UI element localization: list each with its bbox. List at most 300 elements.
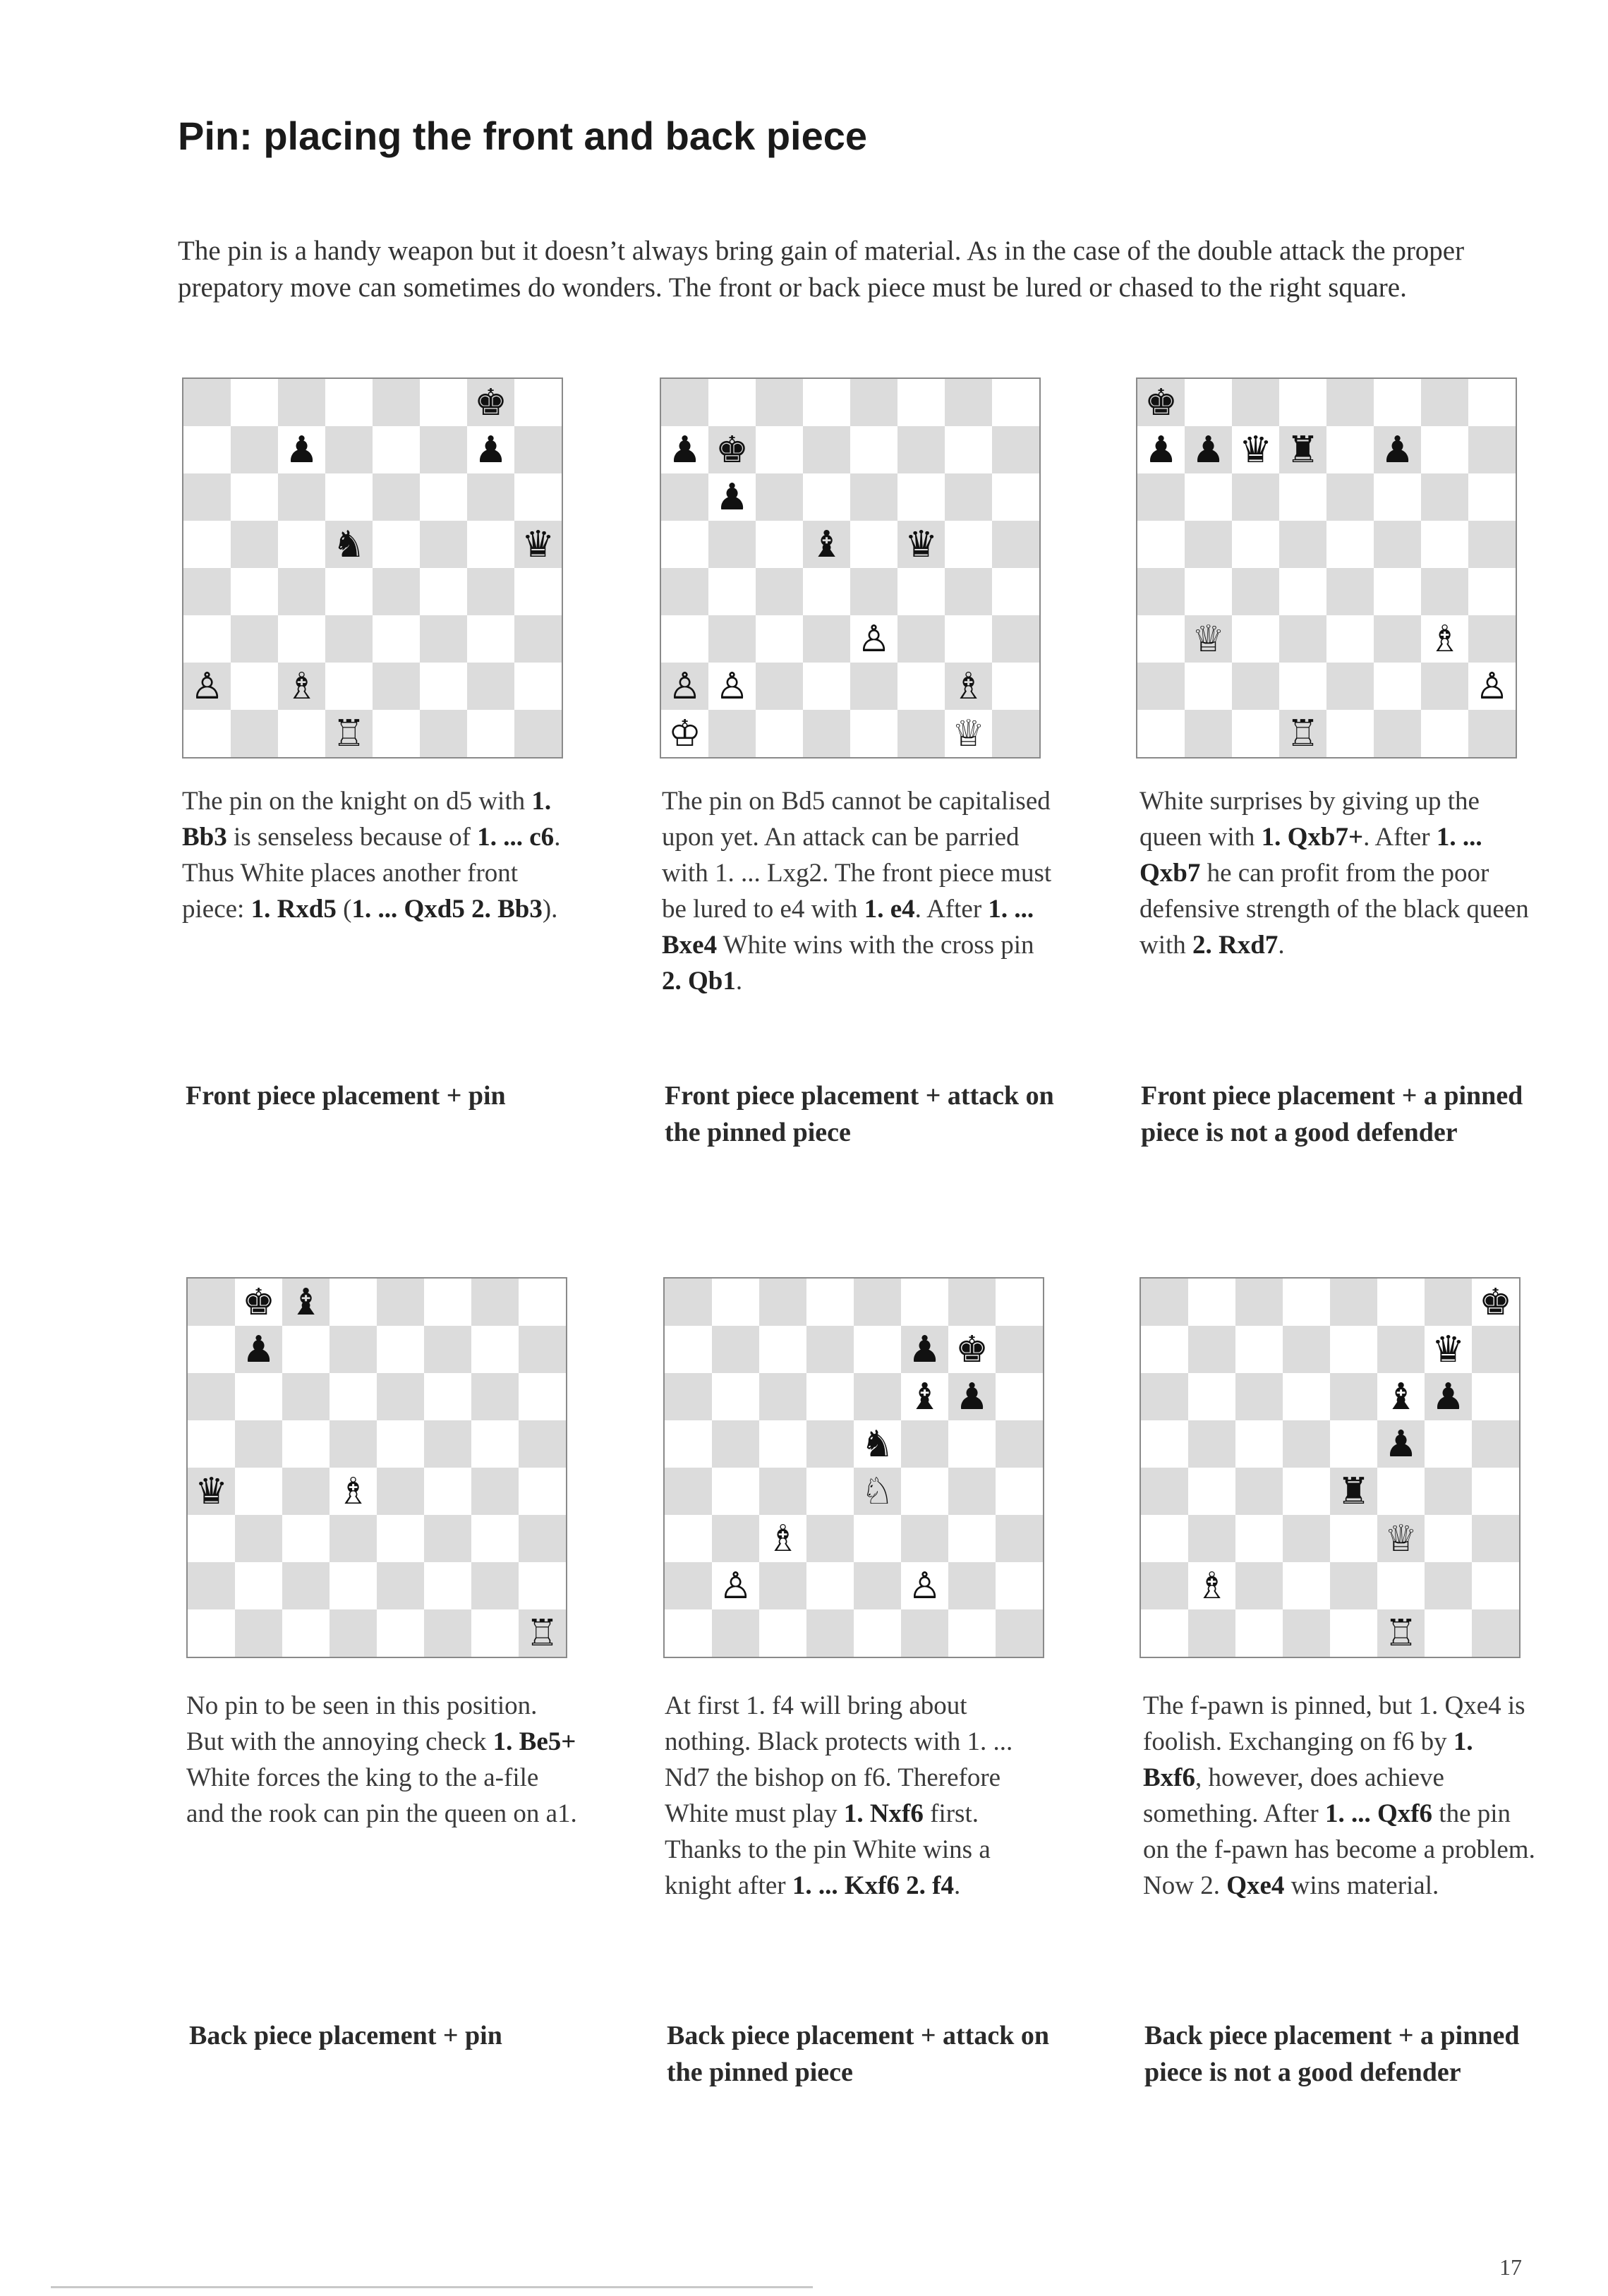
square-g4 <box>1421 568 1468 615</box>
white-knight-icon: ♘ <box>861 1470 894 1513</box>
square-e4 <box>850 568 897 615</box>
square-a8 <box>665 1279 712 1326</box>
square-c5 <box>282 1420 330 1468</box>
square-h5 <box>1472 1420 1519 1468</box>
square-f3 <box>1377 1515 1425 1562</box>
square-e5 <box>373 521 420 568</box>
square-c4 <box>282 1468 330 1515</box>
square-e6 <box>377 1373 424 1420</box>
square-b3 <box>231 615 278 663</box>
black-queen-icon: ♛ <box>521 523 555 566</box>
square-b2 <box>235 1562 282 1609</box>
square-f5 <box>424 1420 471 1468</box>
square-c6 <box>1232 473 1279 521</box>
square-h5 <box>519 1420 566 1468</box>
square-c3 <box>1232 615 1279 663</box>
square-d7 <box>803 426 850 473</box>
square-f7 <box>1374 426 1421 473</box>
white-rook-icon: ♖ <box>1384 1612 1417 1655</box>
square-d7 <box>325 426 373 473</box>
square-f4 <box>1374 568 1421 615</box>
white-pawn-icon: ♙ <box>715 665 749 708</box>
square-h8 <box>992 379 1039 426</box>
square-d7 <box>806 1326 854 1373</box>
square-e7 <box>377 1326 424 1373</box>
square-d2 <box>325 663 373 710</box>
square-g2 <box>467 663 514 710</box>
square-e6 <box>854 1373 901 1420</box>
square-h1 <box>1468 710 1516 757</box>
black-pawn-icon: ♟ <box>1144 428 1178 471</box>
black-pawn-icon: ♟ <box>908 1328 941 1371</box>
square-a6 <box>661 473 708 521</box>
square-e2 <box>373 663 420 710</box>
white-bishop-icon: ♗ <box>952 665 985 708</box>
black-king-icon: ♚ <box>955 1328 989 1371</box>
square-c2 <box>282 1562 330 1609</box>
black-bishop-icon: ♝ <box>289 1281 322 1324</box>
white-bishop-icon: ♗ <box>766 1517 799 1560</box>
square-a5 <box>1137 521 1185 568</box>
black-king-icon: ♚ <box>474 381 507 424</box>
square-c4 <box>756 568 803 615</box>
square-g5 <box>948 1420 996 1468</box>
square-h2 <box>519 1562 566 1609</box>
square-d8 <box>1283 1279 1330 1326</box>
square-a7 <box>661 426 708 473</box>
square-d7 <box>330 1326 377 1373</box>
diagram-caption-4: No pin to be seen in this position. But with the annoying check 1. Be5+ White forces the king to the a-file and the rook can pin the queen on a1. <box>186 1691 577 1828</box>
square-f6 <box>424 1373 471 1420</box>
square-f3 <box>901 1515 948 1562</box>
square-c1 <box>1232 710 1279 757</box>
white-bishop-icon: ♗ <box>337 1470 370 1513</box>
black-bishop-icon: ♝ <box>908 1375 941 1418</box>
square-d8 <box>1279 379 1326 426</box>
square-g5 <box>467 521 514 568</box>
square-c1 <box>1235 1609 1283 1657</box>
square-d6 <box>803 473 850 521</box>
square-h3 <box>1468 615 1516 663</box>
square-a5 <box>665 1420 712 1468</box>
square-f7 <box>897 426 945 473</box>
square-g8 <box>1421 379 1468 426</box>
footer-rule <box>51 2286 813 2288</box>
square-h4 <box>996 1468 1043 1515</box>
black-king-icon: ♚ <box>715 428 749 471</box>
square-c7 <box>756 426 803 473</box>
square-c3 <box>282 1515 330 1562</box>
square-e3 <box>854 1515 901 1562</box>
square-a4 <box>1137 568 1185 615</box>
square-h4 <box>1472 1468 1519 1515</box>
square-d1 <box>325 710 373 757</box>
diagram-theme-2: Front piece placement + attack on the pinned piece <box>665 1081 1054 1147</box>
square-d3 <box>325 615 373 663</box>
square-e8 <box>850 379 897 426</box>
square-d7 <box>1279 426 1326 473</box>
square-h7 <box>1472 1326 1519 1373</box>
square-c5 <box>1235 1420 1283 1468</box>
square-b6 <box>1188 1373 1235 1420</box>
black-queen-icon: ♛ <box>1239 428 1272 471</box>
square-f2 <box>897 663 945 710</box>
square-g8 <box>945 379 992 426</box>
square-d5 <box>1283 1420 1330 1468</box>
square-g2 <box>1425 1562 1472 1609</box>
square-g7 <box>945 426 992 473</box>
square-d1 <box>1279 710 1326 757</box>
square-h3 <box>519 1515 566 1562</box>
square-a5 <box>661 521 708 568</box>
square-g4 <box>467 568 514 615</box>
square-e3 <box>1326 615 1374 663</box>
square-d3 <box>330 1515 377 1562</box>
square-h4 <box>519 1468 566 1515</box>
black-queen-icon: ♛ <box>1432 1328 1465 1371</box>
square-c5 <box>278 521 325 568</box>
square-h5 <box>992 521 1039 568</box>
square-c6 <box>278 473 325 521</box>
square-f5 <box>897 521 945 568</box>
square-c5 <box>756 521 803 568</box>
square-f3 <box>897 615 945 663</box>
square-b5 <box>1188 1420 1235 1468</box>
square-h4 <box>992 568 1039 615</box>
square-g7 <box>471 1326 519 1373</box>
square-d6 <box>330 1373 377 1420</box>
black-pawn-icon: ♟ <box>1432 1375 1465 1418</box>
square-g6 <box>945 473 992 521</box>
square-c3 <box>756 615 803 663</box>
square-f8 <box>1377 1279 1425 1326</box>
black-knight-icon: ♞ <box>861 1422 894 1466</box>
square-b7 <box>1185 426 1232 473</box>
square-e4 <box>377 1468 424 1515</box>
black-pawn-icon: ♟ <box>285 428 318 471</box>
black-king-icon: ♚ <box>1479 1281 1512 1324</box>
square-c1 <box>278 710 325 757</box>
square-h6 <box>1468 473 1516 521</box>
square-b3 <box>1185 615 1232 663</box>
square-h2 <box>514 663 562 710</box>
square-g6 <box>1425 1373 1472 1420</box>
square-g5 <box>1425 1420 1472 1468</box>
black-king-icon: ♚ <box>1144 381 1178 424</box>
square-g3 <box>945 615 992 663</box>
intro-paragraph: The pin is a handy weapon but it doesn’t always bring gain of material. As in the case of the double attack the proper prepatory move can sometimes do wonders. The front or back piece must be lured or chased to the right square. <box>178 236 1465 303</box>
square-g2 <box>1421 663 1468 710</box>
square-a1 <box>661 710 708 757</box>
chess-board-6 <box>1139 1277 1521 1658</box>
square-a2 <box>1137 663 1185 710</box>
square-d4 <box>1283 1468 1330 1515</box>
black-bishop-icon: ♝ <box>1384 1375 1417 1418</box>
black-pawn-icon: ♟ <box>715 476 749 519</box>
square-b3 <box>1188 1515 1235 1562</box>
square-c6 <box>1235 1373 1283 1420</box>
square-a1 <box>188 1609 235 1657</box>
white-queen-icon: ♕ <box>952 712 985 755</box>
square-h6 <box>996 1373 1043 1420</box>
square-e7 <box>850 426 897 473</box>
square-h8 <box>514 379 562 426</box>
diagram-theme-4: Back piece placement + pin <box>189 2021 502 2050</box>
square-f6 <box>1374 473 1421 521</box>
square-b1 <box>235 1609 282 1657</box>
square-g2 <box>471 1562 519 1609</box>
square-d3 <box>1283 1515 1330 1562</box>
square-e2 <box>854 1562 901 1609</box>
square-e4 <box>854 1468 901 1515</box>
square-b6 <box>235 1373 282 1420</box>
square-g1 <box>471 1609 519 1657</box>
chess-board-1 <box>182 377 563 759</box>
square-e1 <box>854 1609 901 1657</box>
square-h7 <box>514 426 562 473</box>
square-a1 <box>665 1609 712 1657</box>
square-f2 <box>424 1562 471 1609</box>
square-a7 <box>665 1326 712 1373</box>
square-c8 <box>278 379 325 426</box>
white-pawn-icon: ♙ <box>191 665 224 708</box>
square-e1 <box>850 710 897 757</box>
square-b8 <box>1188 1279 1235 1326</box>
black-pawn-icon: ♟ <box>1381 428 1414 471</box>
square-c8 <box>756 379 803 426</box>
square-f7 <box>1377 1326 1425 1373</box>
white-pawn-icon: ♙ <box>1475 665 1509 708</box>
square-d6 <box>1283 1373 1330 1420</box>
square-e7 <box>373 426 420 473</box>
square-b1 <box>1188 1609 1235 1657</box>
square-b8 <box>712 1279 759 1326</box>
square-a8 <box>1137 379 1185 426</box>
square-g5 <box>945 521 992 568</box>
square-h1 <box>1472 1609 1519 1657</box>
square-a2 <box>1141 1562 1188 1609</box>
square-f8 <box>420 379 467 426</box>
square-h3 <box>514 615 562 663</box>
black-rook-icon: ♜ <box>1337 1470 1370 1513</box>
square-d1 <box>803 710 850 757</box>
square-f5 <box>1377 1420 1425 1468</box>
square-f7 <box>901 1326 948 1373</box>
black-queen-icon: ♛ <box>195 1470 228 1513</box>
square-g7 <box>1421 426 1468 473</box>
square-b4 <box>1188 1468 1235 1515</box>
diagram-caption-2: The pin on Bd5 cannot be capitalised upon yet. An attack can be parried with 1. ... Lxg2. The front piece must be lured to e4 with 1. e4. After 1. ... Bxe4 White wins with the cross pin 2. Qb1. <box>662 787 1052 996</box>
black-bishop-icon: ♝ <box>810 523 843 566</box>
square-e6 <box>373 473 420 521</box>
white-pawn-icon: ♙ <box>908 1564 941 1607</box>
square-g2 <box>945 663 992 710</box>
square-g8 <box>948 1279 996 1326</box>
square-c4 <box>1232 568 1279 615</box>
square-h3 <box>996 1515 1043 1562</box>
chess-board-4 <box>186 1277 567 1658</box>
square-d7 <box>1283 1326 1330 1373</box>
square-a5 <box>183 521 231 568</box>
square-g1 <box>1421 710 1468 757</box>
square-h5 <box>514 521 562 568</box>
square-a2 <box>665 1562 712 1609</box>
square-h1 <box>514 710 562 757</box>
square-c4 <box>1235 1468 1283 1515</box>
diagram-theme-1: Front piece placement + pin <box>186 1081 506 1111</box>
square-d6 <box>806 1373 854 1420</box>
black-queen-icon: ♛ <box>905 523 938 566</box>
square-e5 <box>1330 1420 1377 1468</box>
square-b8 <box>708 379 756 426</box>
black-pawn-icon: ♟ <box>1384 1422 1417 1466</box>
square-d8 <box>330 1279 377 1326</box>
square-d3 <box>1279 615 1326 663</box>
page-title: Pin: placing the front and back piece <box>178 114 868 158</box>
square-h2 <box>1472 1562 1519 1609</box>
square-e7 <box>1330 1326 1377 1373</box>
square-d8 <box>803 379 850 426</box>
square-g8 <box>467 379 514 426</box>
square-a3 <box>1137 615 1185 663</box>
square-d4 <box>1279 568 1326 615</box>
square-b5 <box>708 521 756 568</box>
square-e5 <box>854 1420 901 1468</box>
square-a2 <box>188 1562 235 1609</box>
square-h8 <box>1472 1279 1519 1326</box>
square-f4 <box>897 568 945 615</box>
square-e3 <box>850 615 897 663</box>
square-b4 <box>235 1468 282 1515</box>
square-f4 <box>420 568 467 615</box>
square-a3 <box>661 615 708 663</box>
square-f1 <box>897 710 945 757</box>
square-e3 <box>1330 1515 1377 1562</box>
square-b2 <box>1185 663 1232 710</box>
square-b4 <box>712 1468 759 1515</box>
square-b2 <box>712 1562 759 1609</box>
square-b4 <box>1185 568 1232 615</box>
square-c7 <box>759 1326 806 1373</box>
square-e2 <box>1326 663 1374 710</box>
chess-board-2 <box>660 377 1041 759</box>
square-e4 <box>1330 1468 1377 1515</box>
square-f5 <box>1374 521 1421 568</box>
square-d6 <box>325 473 373 521</box>
square-d2 <box>806 1562 854 1609</box>
square-a6 <box>1137 473 1185 521</box>
square-g6 <box>1421 473 1468 521</box>
square-b2 <box>708 663 756 710</box>
square-d4 <box>330 1468 377 1515</box>
square-h8 <box>1468 379 1516 426</box>
square-f3 <box>1374 615 1421 663</box>
square-d3 <box>803 615 850 663</box>
square-d4 <box>325 568 373 615</box>
square-b1 <box>712 1609 759 1657</box>
black-pawn-icon: ♟ <box>668 428 701 471</box>
square-c8 <box>759 1279 806 1326</box>
square-a2 <box>183 663 231 710</box>
square-b3 <box>235 1515 282 1562</box>
square-b6 <box>712 1373 759 1420</box>
square-f4 <box>901 1468 948 1515</box>
square-e6 <box>1330 1373 1377 1420</box>
square-f2 <box>420 663 467 710</box>
square-a7 <box>183 426 231 473</box>
square-d2 <box>1279 663 1326 710</box>
square-b1 <box>708 710 756 757</box>
square-h4 <box>514 568 562 615</box>
square-b2 <box>1188 1562 1235 1609</box>
white-rook-icon: ♖ <box>1286 712 1319 755</box>
square-c7 <box>1235 1326 1283 1373</box>
square-g8 <box>471 1279 519 1326</box>
square-f1 <box>424 1609 471 1657</box>
white-pawn-icon: ♙ <box>857 617 890 660</box>
square-h5 <box>1468 521 1516 568</box>
square-a7 <box>188 1326 235 1373</box>
square-g5 <box>471 1420 519 1468</box>
square-g1 <box>1425 1609 1472 1657</box>
square-g3 <box>1425 1515 1472 1562</box>
white-bishop-icon: ♗ <box>1428 617 1461 660</box>
square-e8 <box>854 1279 901 1326</box>
square-b8 <box>1185 379 1232 426</box>
square-g2 <box>948 1562 996 1609</box>
square-a8 <box>1141 1279 1188 1326</box>
square-f1 <box>901 1609 948 1657</box>
square-b6 <box>231 473 278 521</box>
square-f3 <box>420 615 467 663</box>
square-a8 <box>661 379 708 426</box>
square-f8 <box>424 1279 471 1326</box>
square-d2 <box>803 663 850 710</box>
square-d3 <box>806 1515 854 1562</box>
square-f6 <box>901 1373 948 1420</box>
square-b8 <box>231 379 278 426</box>
square-e1 <box>377 1609 424 1657</box>
square-a3 <box>188 1515 235 1562</box>
square-g1 <box>945 710 992 757</box>
black-king-icon: ♚ <box>242 1281 275 1324</box>
square-e2 <box>850 663 897 710</box>
square-d5 <box>806 1420 854 1468</box>
diagram-theme-5: Back piece placement + attack on the pinned piece <box>667 2021 1049 2087</box>
square-g8 <box>1425 1279 1472 1326</box>
square-f5 <box>420 521 467 568</box>
square-g3 <box>1421 615 1468 663</box>
square-a4 <box>661 568 708 615</box>
white-queen-icon: ♕ <box>1192 617 1225 660</box>
square-e2 <box>377 1562 424 1609</box>
chess-board-5 <box>663 1277 1044 1658</box>
square-d2 <box>330 1562 377 1609</box>
square-f6 <box>420 473 467 521</box>
square-c6 <box>282 1373 330 1420</box>
square-c7 <box>282 1326 330 1373</box>
square-b5 <box>712 1420 759 1468</box>
square-h7 <box>992 426 1039 473</box>
square-b7 <box>708 426 756 473</box>
diagram-theme-3: Front piece placement + a pinned piece is not a good defender <box>1141 1081 1523 1147</box>
square-e4 <box>373 568 420 615</box>
square-a4 <box>188 1468 235 1515</box>
square-g1 <box>948 1609 996 1657</box>
square-h3 <box>992 615 1039 663</box>
square-f8 <box>1374 379 1421 426</box>
square-c8 <box>1235 1279 1283 1326</box>
